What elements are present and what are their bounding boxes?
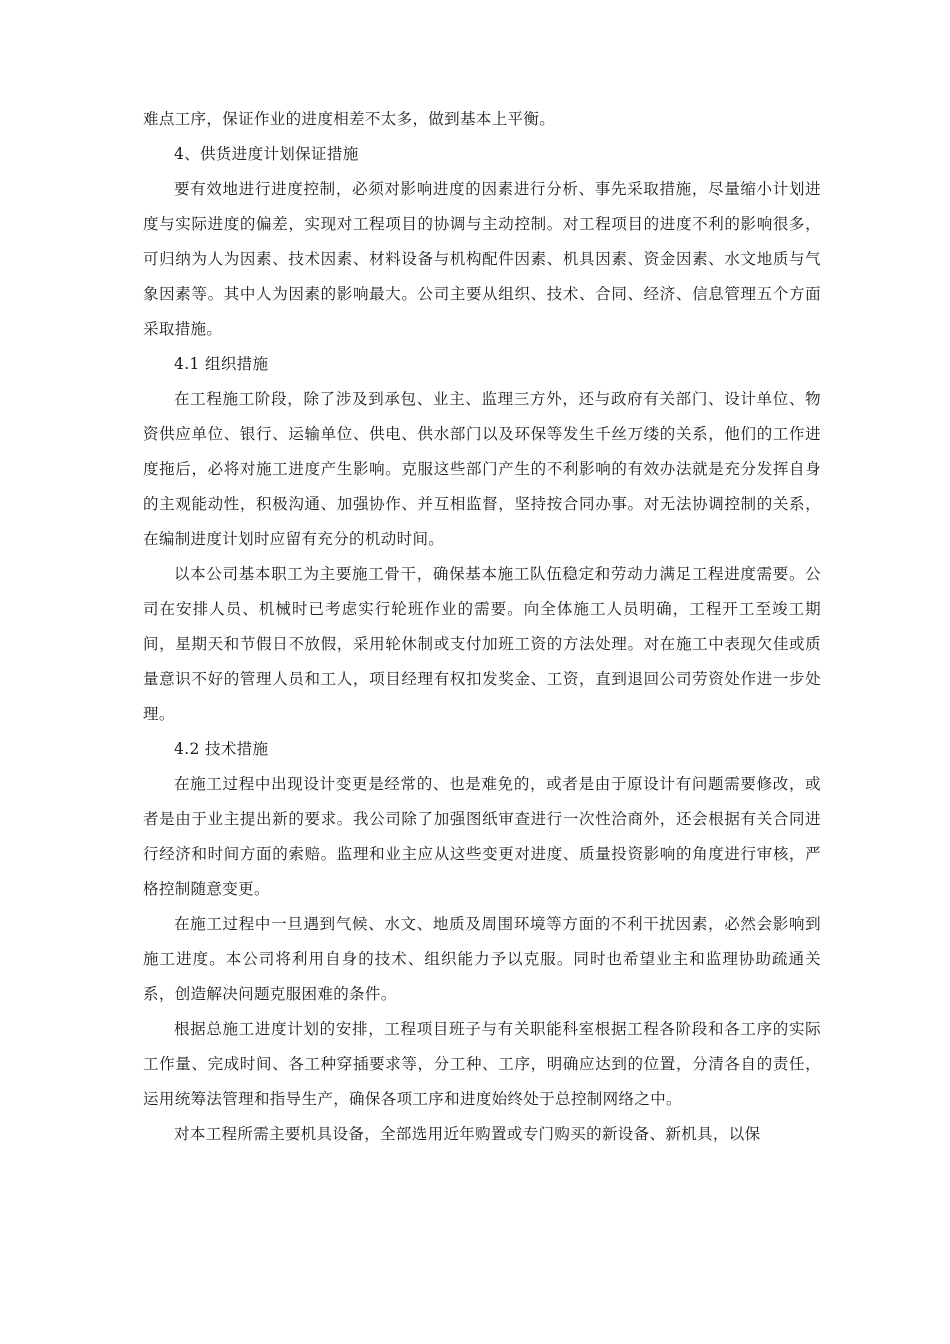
- paragraph-staffing: 以本公司基本职工为主要施工骨干，确保基本施工队伍稳定和劳动力满足工程进度需要。公司在安排人员、机械时已考虑实行轮班作业的需要。向全体施工人员明确，工程开工至竣工期间，星期天和节假日不放假，采用轮休制或支付加班工资的方法处理。对在施工中表现欠佳或质量意识不好的管理人员和工人，项目经理有权扣发奖金、工资，直到退回公司劳资处作进一步处理。: [143, 565, 821, 723]
- paragraph-schedule-arrangement: 根据总施工进度计划的安排，工程项目班子与有关职能科室根据工程各阶段和各工序的实际工作量、完成时间、各工种穿插要求等，分工种、工序，明确应达到的位置，分清各自的责任，运用统筹法管理和指导生产，确保各项工序和进度始终处于总控制网络之中。: [143, 1020, 821, 1108]
- paragraph-continuation: 难点工序，保证作业的进度相差不太多，做到基本上平衡。: [143, 110, 556, 128]
- paragraph-progress-control: 要有效地进行进度控制，必须对影响进度的因素进行分析、事先采取措施，尽量缩小计划进度与实际进度的偏差，实现对工程项目的协调与主动控制。对工程项目的进度不利的影响很多，可归纳为人为因素、技术因素、材料设备与机构配件因素、机具因素、资金因素、水文地质与气象因素等。其中人为因素的影响最大。公司主要从组织、技术、合同、经济、信息管理五个方面采取措施。: [143, 180, 821, 338]
- document-body: [143, 102, 821, 1152]
- paragraph-equipment: 对本工程所需主要机具设备，全部选用近年购置或专门购买的新设备、新机具，以保: [174, 1125, 761, 1143]
- section-heading-4-2: 4.2 技术措施: [174, 740, 269, 758]
- paragraph-design-changes: 在施工过程中出现设计变更是经常的、也是难免的，或者是由于原设计有问题需要修改，或者是由于业主提出新的要求。我公司除了加强图纸审查进行一次性洽商外，还会根据有关合同进行经济和时间方面的索赔。监理和业主应从这些变更对进度、质量投资影响的角度进行审核，严格控制随意变更。: [143, 775, 821, 898]
- paragraph-interference-factors: 在施工过程中一旦遇到气候、水文、地质及周围环境等方面的不利干扰因素，必然会影响到施工进度。本公司将利用自身的技术、组织能力予以克服。同时也希望业主和监理协助疏通关系，创造解决问题克服困难的条件。: [143, 915, 821, 1003]
- section-heading-4: 4、供货进度计划保证措施: [174, 145, 359, 163]
- paragraph-construction-stage: 在工程施工阶段，除了涉及到承包、业主、监理三方外，还与政府有关部门、设计单位、物资供应单位、银行、运输单位、供电、供水部门以及环保等发生千丝万缕的关系，他们的工作进度拖后，必将对施工进度产生影响。克服这些部门产生的不利影响的有效办法就是充分发挥自身的主观能动性，积极沟通、加强协作、并互相监督，坚持按合同办事。对无法协调控制的关系，在编制进度计划时应留有充分的机动时间。: [143, 390, 821, 548]
- section-heading-4-1: 4.1 组织措施: [174, 355, 269, 373]
